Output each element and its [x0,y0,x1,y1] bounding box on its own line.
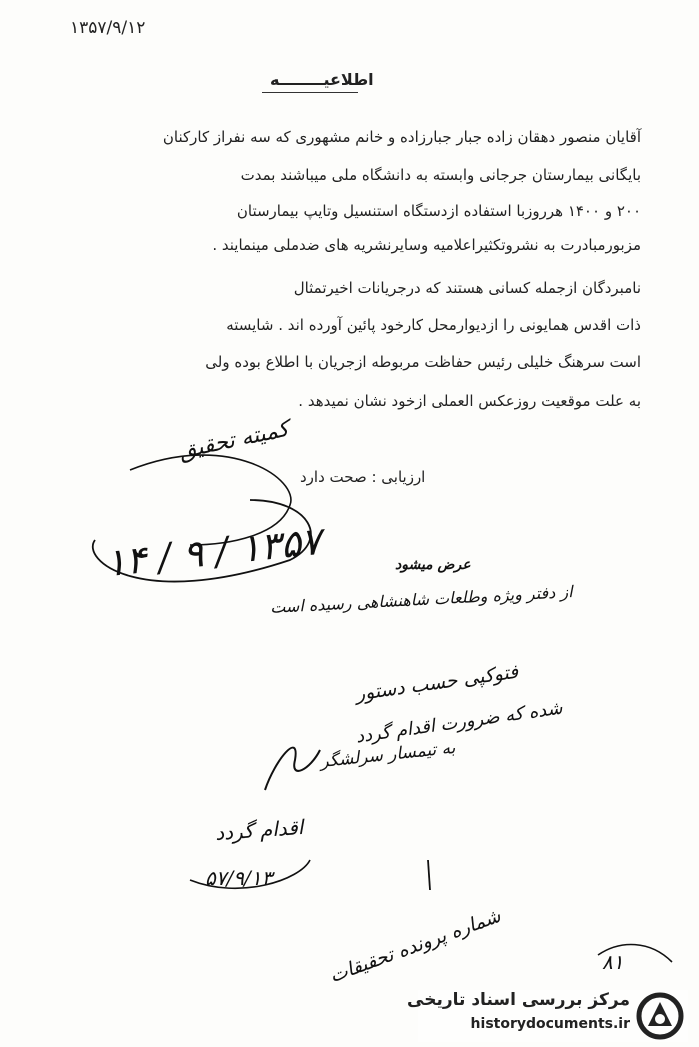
document-heading: اطلاعیــــــــه [270,70,374,89]
circled-date: ۱۴ / ۹ / ۱۳۵۷ [103,518,324,586]
evaluation-line: ارزیابی : صحت دارد [300,468,426,486]
action-date: ۵۷/۹/۱۳ [205,866,273,890]
body-line: ذات اقدس همایونی را ازدیوارمحل کارخود پائین آورده اند . شایسته [226,316,641,334]
signature-stroke [265,748,320,790]
tick-stroke [428,860,430,890]
document-date: ۱۳۵۷/۹/۱۲ [70,18,146,38]
instruction-line: شده که ضرورت اقدام گردد [354,697,564,748]
watermark [407,990,688,1042]
underline-stroke [190,860,310,888]
body-line: ۲۰۰ و ۱۴۰۰ هرروزبا استفاده ازدستگاه استنسیل وتایپ بیمارستان [236,202,641,220]
body-line: است سرهنگ خلیلی رئیس حفاظت مربوطه ازجریان با اطلاع بوده ولی [205,353,641,371]
instruction-line: فتوکپی حسب دستور [354,660,520,706]
body-line: مزبورمبادرت به نشروتکثیراعلامیه وسایرنشریه های ضدملی مینمایند . [212,236,641,254]
signature-stroke [130,455,291,545]
body-line: آقایان منصور دهقان زاده جبار جبارزاده و خانم مشهوری که سه نفراز کارکنان [162,128,641,146]
bottom-note: شماره پرونده تحقیقات [326,904,504,988]
body-line: بایگانی بیمارستان جرجانی وابسته به دانشگاه ملی میباشند بمدت [240,166,641,184]
body-line: نامبردگان ازجمله کسانی هستند که درجریانات اخیرتمثال [293,279,641,297]
action-note: اقدام گردد [214,814,305,846]
page-number: ۸۱ [602,950,624,974]
date-circle-stroke [93,500,311,582]
archive-logo-icon [636,992,684,1040]
instruction-line: به تیمسار سرلشگر [319,737,457,773]
body-line: به علت موقعیت روزعکس العملی ازخود نشان نمیدهد . [298,392,641,410]
watermark-url: historydocuments.ir [470,1016,630,1032]
source-line: از دفتر ویژه وطلعات شاهنشاهی رسیده است [269,582,573,617]
margin-note: کمیته تحقیق [176,416,292,465]
page-number-arc [598,945,672,962]
source-title: عرض میشود [395,557,471,573]
watermark-name: مرکز بررسی اسناد تاریخی [407,990,630,1010]
